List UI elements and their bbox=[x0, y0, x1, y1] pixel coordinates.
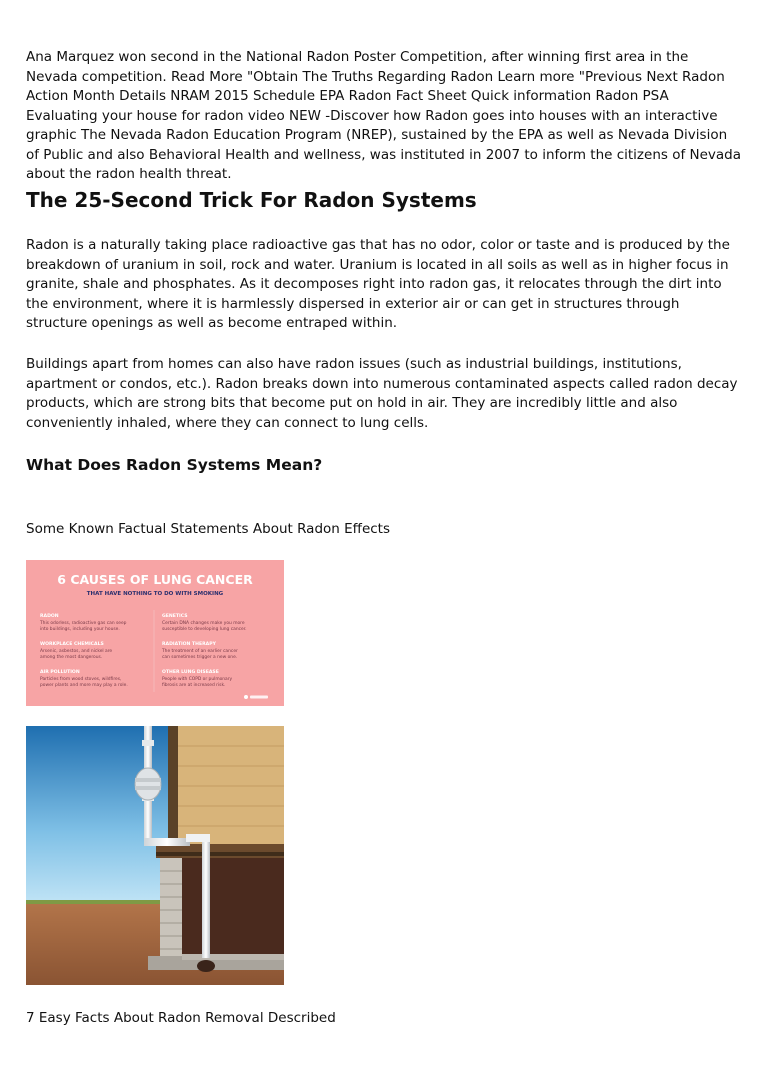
infographic-title: 6 CAUSES OF LUNG CANCER bbox=[57, 572, 253, 587]
basement-interior bbox=[176, 858, 284, 956]
infographic-item-label: RADIATION THERAPY bbox=[162, 642, 216, 647]
infographic-item-label: WORKPLACE CHEMICALS bbox=[40, 642, 104, 647]
brand-dot-icon bbox=[244, 695, 248, 699]
intro-paragraph: Ana Marquez won second in the National Radon Poster Competition, after winning first area in the Nevada competition. Read More "Obtain The Truths Regarding Radon Learn more "Previous Next Radon Action Month Details NRAM 2015 Schedule EPA Radon Fact Sheet Quick information Radon PSA Evaluating your house for radon video NEW -Discover how Radon goes into houses with an interactive graphic The Nevada Radon Education Program (NREP), sustained by the EPA as well as Nevada Division of Public and also Behavioral Health and wellness, was instituted in 2007 to inform the citizens of Nevada about the radon health threat. bbox=[26, 49, 742, 182]
image-caption: 7 Easy Facts About Radon Removal Described bbox=[26, 1010, 336, 1026]
radon-fan bbox=[135, 768, 161, 800]
infographic-item-text: susceptible to developing lung cancer. bbox=[162, 627, 247, 632]
infographic-subtitle: THAT HAVE NOTHING TO DO WITH SMOKING bbox=[86, 591, 224, 597]
foundation-wall bbox=[160, 858, 182, 958]
infographic-item-text: This odorless, radioactive gas can seep bbox=[40, 621, 127, 626]
infographic-item-text: among the most dangerous. bbox=[40, 655, 103, 660]
infographic-item-text: power plants and more may play a role. bbox=[40, 683, 128, 688]
infographic-item-text: People with COPD or pulmonary bbox=[162, 677, 233, 682]
infographic-item-text: fibrosis are at increased risk. bbox=[162, 683, 226, 688]
infographic-item-label: OTHER LUNG DISEASE bbox=[162, 670, 219, 675]
infographic-item-text: Particles from wood stoves, wildfires, bbox=[40, 677, 122, 682]
infographic-item-text: can sometimes trigger a new one. bbox=[162, 655, 238, 660]
pipe-elbow bbox=[144, 838, 190, 846]
body-paragraph: Buildings apart from homes can also have radon issues (such as industrial buildings, institutions, apartment or condos, etc.). Radon breaks down into numerous contaminated aspects called radon decay products, which are strong bits that become put on hold in air. They are incredibly little and also conveniently inhaled, where they can connect to lung cells. bbox=[26, 356, 738, 431]
infographic-item-text: The treatment of an earlier cancer bbox=[162, 649, 238, 654]
infographic-item-text: Arsenic, asbestos, and nickel are bbox=[40, 649, 113, 654]
infographic-item-label: RADON bbox=[40, 614, 59, 619]
lung-cancer-infographic bbox=[26, 560, 284, 706]
interior-pipe bbox=[202, 834, 210, 958]
image-caption: Some Known Factual Statements About Radon Effects bbox=[26, 521, 391, 537]
infographic-item-text: into buildings, including your house. bbox=[40, 627, 120, 632]
infographic-item-label: AIR POLLUTION bbox=[40, 670, 80, 675]
section-heading: The 25-Second Trick For Radon Systems bbox=[26, 188, 477, 212]
brand-logo bbox=[250, 696, 268, 699]
subsection-heading: What Does Radon Systems Mean? bbox=[26, 456, 323, 474]
radon-mitigation-illustration bbox=[26, 726, 284, 985]
body-paragraph: Radon is a naturally taking place radioactive gas that has no odor, color or taste and is produced by the breakdown of uranium in soil, rock and water. Uranium is located in all soils as well as in higher focus in granite, shale and phosphates. As it decomposes right into radon gas, it relocates through the dirt into the environment, where it is harmlessly dispersed in exterior air or can get in structures through structure openings as well as become entraped within. bbox=[26, 237, 730, 331]
wall-trim bbox=[168, 726, 178, 846]
infographic-item-label: GENETICS bbox=[162, 614, 188, 619]
basement-slab bbox=[182, 954, 284, 960]
suction-pit bbox=[197, 960, 215, 972]
infographic-item-text: Certain DNA changes make you more bbox=[162, 621, 245, 626]
